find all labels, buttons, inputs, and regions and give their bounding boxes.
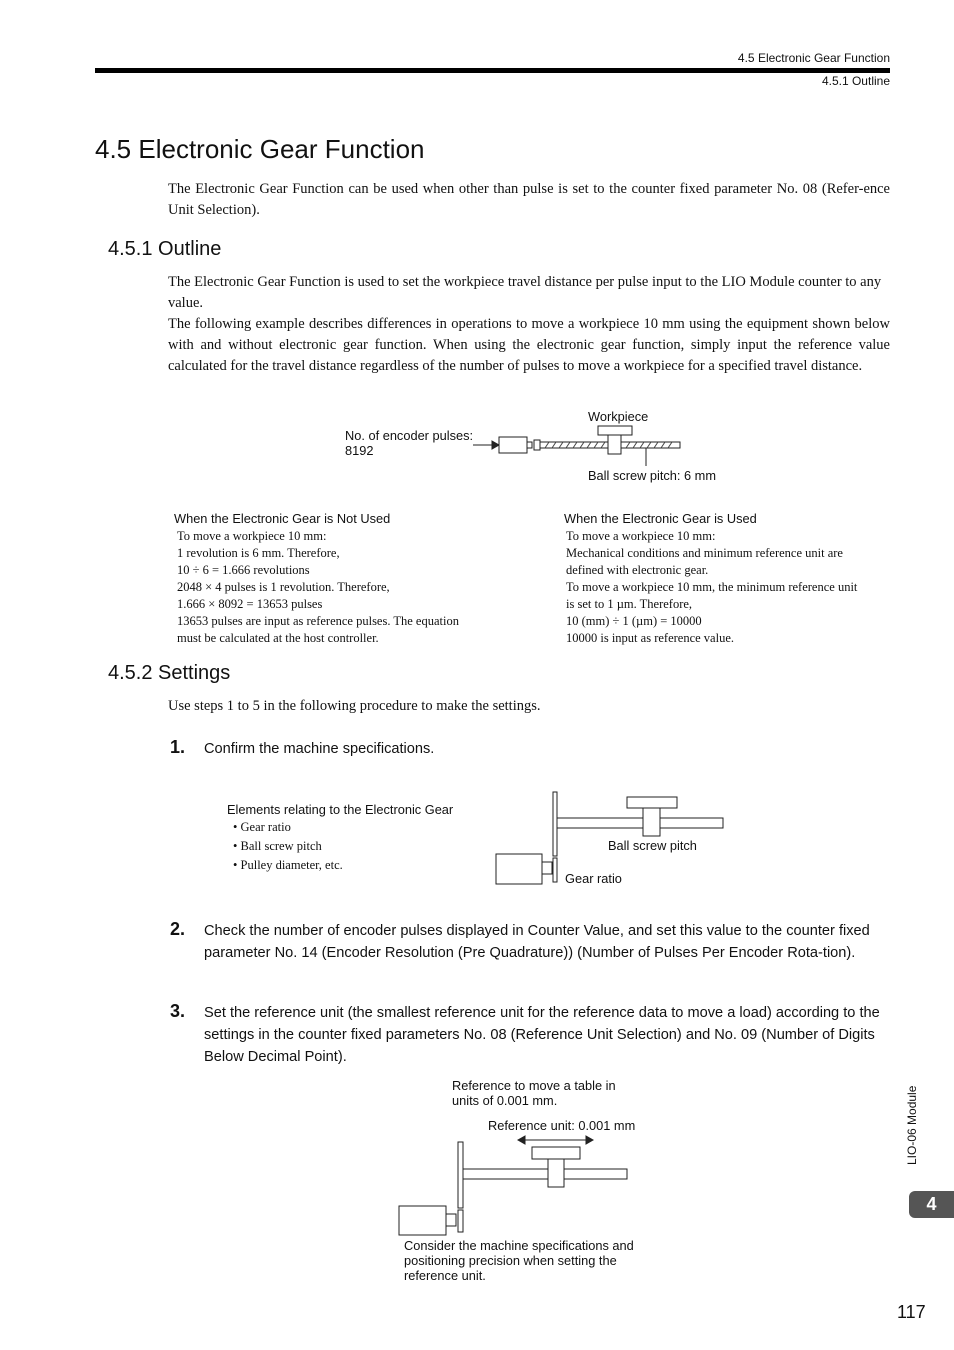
not-used-line: 1 revolution is 6 mm. Therefore, bbox=[177, 546, 340, 560]
fig1-coupling-b bbox=[534, 440, 540, 450]
step-1-number: 1. bbox=[170, 737, 186, 757]
used-line: Mechanical conditions and minimum reference unit are bbox=[566, 546, 843, 560]
fig1-nut bbox=[608, 435, 621, 454]
settings-heading: 4.5.2 Settings bbox=[108, 662, 231, 684]
step-2-number: 2. bbox=[170, 919, 186, 939]
fig1-workpiece-table bbox=[598, 426, 632, 435]
reference-move-label-1: Reference to move a table in bbox=[452, 1078, 616, 1093]
reference-unit-label: Reference unit: 0.001 mm bbox=[488, 1118, 636, 1133]
fig2-mechanism bbox=[496, 792, 723, 884]
step-3-text: Set the reference unit (the smallest reference unit for the reference data to move a load) according to the settings in the counter fixed parameters No. 08 (Reference Unit Selection) and No. 09 (Number of Digits Below Decimal Point). bbox=[204, 1005, 880, 1065]
list-item: • Pulley diameter, etc. bbox=[233, 857, 343, 874]
used-line: To move a workpiece 10 mm: bbox=[566, 529, 716, 543]
fig3-unit-arrow-right bbox=[586, 1136, 593, 1144]
encoder-arrow-head bbox=[492, 441, 499, 449]
encoder-pulses-value: 8192 bbox=[345, 443, 374, 458]
used-line: 10 (mm) ÷ 1 (µm) = 10000 bbox=[566, 614, 702, 628]
fig3-upper-pulley bbox=[458, 1142, 463, 1208]
used-title: When the Electronic Gear is Used bbox=[564, 511, 757, 526]
side-tab-label: LIO-06 Module bbox=[905, 1085, 919, 1165]
fig2-ball-screw-pitch-label: Ball screw pitch bbox=[608, 838, 697, 853]
not-used-line: To move a workpiece 10 mm: bbox=[177, 529, 327, 543]
fig2-ball-screw bbox=[557, 818, 723, 828]
not-used-line: 13653 pulses are input as reference pulses. The equation bbox=[177, 614, 459, 628]
not-used-line: must be calculated at the host controller. bbox=[177, 631, 379, 645]
used-line: is set to 1 µm. Therefore, bbox=[566, 597, 693, 611]
page-number: 117 bbox=[897, 1302, 926, 1322]
used-line: defined with electronic gear. bbox=[566, 563, 709, 577]
fig3-motor bbox=[399, 1206, 446, 1235]
settings-intro: Use steps 1 to 5 in the following procedure to make the settings. bbox=[168, 698, 541, 714]
step-1-text: Confirm the machine specifications. bbox=[204, 741, 435, 757]
note-line: positioning precision when setting the bbox=[404, 1253, 617, 1268]
fig2-gear-ratio-label: Gear ratio bbox=[565, 871, 622, 886]
fig3-lower-pulley bbox=[458, 1210, 463, 1232]
fig2-motor bbox=[496, 854, 542, 884]
outline-paragraph-2: The following example describes differences in operations to move a workpiece 10 mm using the equipment shown below with and without electronic gear function. When using the electronic gear function, simply input the reference value calculated for the travel distance regardless of the number of pulses to move a workpiece for a specified travel distance. bbox=[168, 316, 890, 374]
list-item: • Ball screw pitch bbox=[233, 838, 343, 855]
fig3-unit-arrow-left bbox=[518, 1136, 525, 1144]
not-used-title: When the Electronic Gear is Not Used bbox=[174, 511, 391, 526]
not-used-line: 2048 × 4 pulses is 1 revolution. Therefore, bbox=[177, 580, 390, 594]
not-used-line: 1.666 × 8092 = 13653 pulses bbox=[177, 597, 323, 611]
note-line: reference unit. bbox=[404, 1268, 486, 1283]
workpiece-label: Workpiece bbox=[588, 409, 649, 424]
fig2-lower-pulley bbox=[553, 858, 557, 882]
not-used-line: 10 ÷ 6 = 1.666 revolutions bbox=[177, 563, 310, 577]
fig2-upper-pulley bbox=[553, 792, 557, 856]
fig3-table bbox=[532, 1147, 580, 1159]
chapter-tab: 4 bbox=[909, 1191, 954, 1218]
fig2-motor-shaft bbox=[542, 862, 552, 874]
outline-heading: 4.5.1 Outline bbox=[108, 238, 222, 260]
reference-move-label-2: units of 0.001 mm. bbox=[452, 1093, 558, 1108]
fig3-nut bbox=[548, 1159, 564, 1187]
running-header-subsection: 4.5.1 Outline bbox=[821, 74, 890, 88]
outline-paragraph-1: The Electronic Gear Function is used to set the workpiece travel distance per pulse input to the LIO Module counter to any value. bbox=[168, 274, 882, 311]
fig1-motor bbox=[499, 437, 527, 453]
intro-paragraph: The Electronic Gear Function can be used when other than pulse is set to the counter fixed parameter No. 08 (Refer-ence Unit Selection). bbox=[168, 181, 890, 218]
step-2-text: Check the number of encoder pulses displayed in Counter Value, and set this value to the counter fixed parameter No. 14 (Encoder Resolution (Pre Quadrature)) (Number of Pulses Per Encoder Rota-tion). bbox=[204, 923, 870, 961]
list-item: • Gear ratio bbox=[233, 819, 343, 836]
ball-screw-pitch-label: Ball screw pitch: 6 mm bbox=[588, 468, 717, 483]
running-header-section: 4.5 Electronic Gear Function bbox=[737, 51, 890, 65]
encoder-pulses-label: No. of encoder pulses: bbox=[345, 428, 474, 443]
fig2-nut bbox=[643, 808, 660, 836]
fig3-motor-shaft bbox=[446, 1214, 456, 1226]
page-title: 4.5 Electronic Gear Function bbox=[95, 134, 425, 164]
used-line: To move a workpiece 10 mm, the minimum reference unit bbox=[566, 580, 858, 594]
fig1-coupling-a bbox=[527, 442, 532, 448]
fig2-table bbox=[627, 797, 677, 808]
gear-elements-title: Elements relating to the Electronic Gear bbox=[227, 802, 454, 817]
fig3-ball-screw bbox=[463, 1169, 627, 1179]
fig3-mechanism bbox=[399, 1136, 627, 1235]
fig1-mechanism bbox=[473, 426, 680, 466]
step-3-number: 3. bbox=[170, 1001, 186, 1021]
used-line: 10000 is input as reference value. bbox=[566, 631, 734, 645]
note-line: Consider the machine specifications and bbox=[404, 1238, 634, 1253]
